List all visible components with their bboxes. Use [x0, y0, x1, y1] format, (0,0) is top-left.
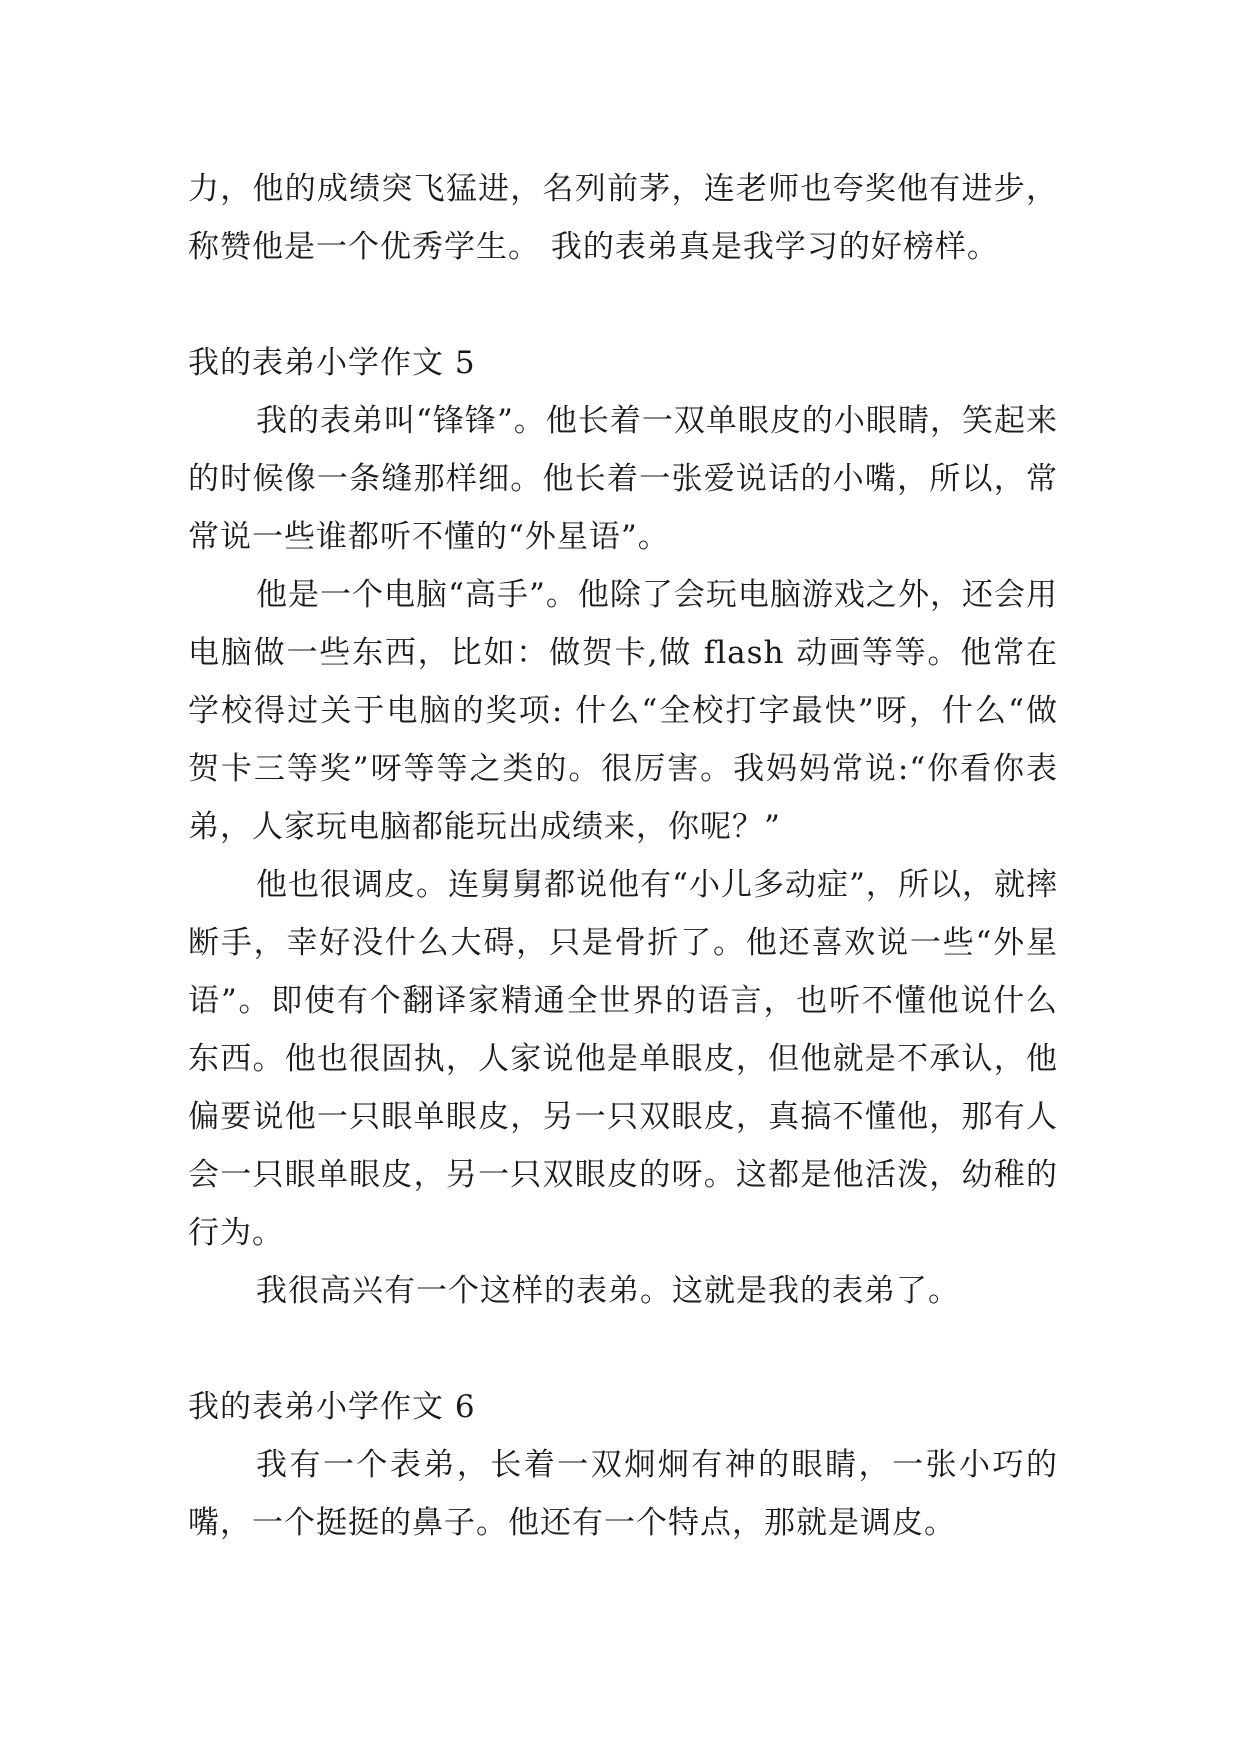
section-gap — [188, 276, 1058, 334]
section-5-title: 我的表弟小学作文 5 — [188, 345, 476, 381]
section-6-paragraph-1: 我有一个表弟，长着一双炯炯有神的眼睛，一张小巧的嘴，一个挺挺的鼻子。他还有一个特点，那就是调皮。 — [188, 1447, 1058, 1541]
section-5-paragraph-3: 他也很调皮。连舅舅都说他有“小儿多动症”，所以，就摔断手，幸好没什么大碍，只是骨折了。他还喜欢说一些“外星语”。即使有个翻译家精通全世界的语言，也听不懂他说什么东西。他也很固执，人家说他是单眼皮，但他就是不承认，他偏要说他一只眼单眼皮，另一只双眼皮，真搞不懂他，那有人会一只眼单眼皮，另一只双眼皮的呀。这都是他活泼，幼稚的行为。 — [188, 867, 1058, 1251]
document-body — [188, 160, 1058, 1552]
section-5-paragraph-1: 我的表弟叫“锋锋”。他长着一双单眼皮的小眼睛，笑起来的时候像一条缝那样细。他长着一张爱说话的小嘴，所以，常常说一些谁都听不懂的“外星语”。 — [188, 403, 1058, 555]
section-5-paragraph-2: 他是一个电脑“高手”。他除了会玩电脑游戏之外，还会用电脑做一些东西，比如：做贺卡,做 flash 动画等等。他常在学校得过关于电脑的奖项: 什么“全校打字最快”呀，什么“做贺卡三等奖”呀等等之类的。很厉害。我妈妈常说:“你看你表弟，人家玩电脑都能玩出成绩来，你呢？” — [188, 577, 1058, 845]
paragraph-continued: 力，他的成绩突飞猛进，名列前茅，连老师也夸奖他有进步，称赞他是一个优秀学生。 我的表弟真是我学习的好榜样。 — [188, 171, 1058, 265]
section-5-paragraph-4: 我很高兴有一个这样的表弟。这就是我的表弟了。 — [256, 1273, 960, 1309]
section-gap — [188, 1320, 1058, 1378]
section-6-title: 我的表弟小学作文 6 — [188, 1389, 476, 1425]
